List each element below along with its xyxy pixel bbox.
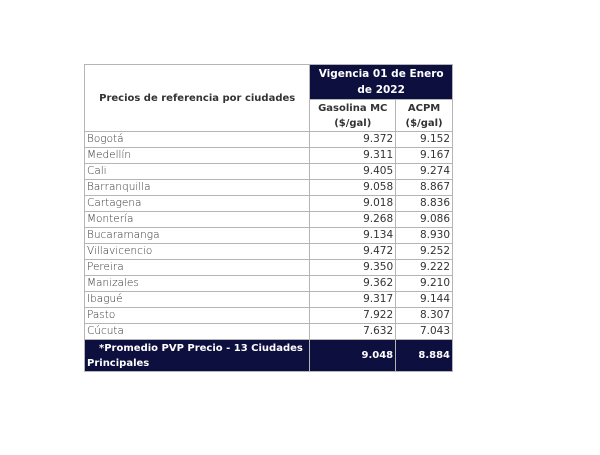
- table-row: [85, 276, 453, 292]
- gasolina-cell: 9.018: [310, 196, 396, 212]
- gasolina-cell: 9.268: [310, 212, 396, 228]
- gasolina-cell: 9.317: [310, 292, 396, 308]
- acpm-cell: 9.144: [396, 292, 453, 308]
- gasolina-cell: 9.405: [310, 164, 396, 180]
- price-table: [84, 64, 453, 372]
- acpm-cell: 9.167: [396, 148, 453, 164]
- table-row: [85, 292, 453, 308]
- acpm-cell: 9.086: [396, 212, 453, 228]
- gasolina-cell: 9.362: [310, 276, 396, 292]
- gasolina-cell: 9.134: [310, 228, 396, 244]
- gasolina-cell: 9.472: [310, 244, 396, 260]
- acpm-cell: 8.867: [396, 180, 453, 196]
- city-cell: Cúcuta: [85, 324, 310, 340]
- column-header-gasolina: Gasolina MC ($/gal): [310, 100, 396, 132]
- gasolina-cell: 9.350: [310, 260, 396, 276]
- gasolina-cell: 7.922: [310, 308, 396, 324]
- table-row: [85, 196, 453, 212]
- city-cell: Cali: [85, 164, 310, 180]
- acpm-cell: 9.274: [396, 164, 453, 180]
- city-cell: Barranquilla: [85, 180, 310, 196]
- column-header-acpm: ACPM ($/gal): [396, 100, 453, 132]
- table-row: [85, 308, 453, 324]
- city-cell: Bogotá: [85, 132, 310, 148]
- city-cell: Cartagena: [85, 196, 310, 212]
- acpm-cell: 8.836: [396, 196, 453, 212]
- gasolina-cell: 9.311: [310, 148, 396, 164]
- acpm-cell: 7.043: [396, 324, 453, 340]
- city-cell: Bucaramanga: [85, 228, 310, 244]
- city-cell: Ibagué: [85, 292, 310, 308]
- table-row: [85, 132, 453, 148]
- acpm-cell: 9.252: [396, 244, 453, 260]
- average-acpm: 8.884: [396, 340, 453, 372]
- gasolina-cell: 9.058: [310, 180, 396, 196]
- city-cell: Manizales: [85, 276, 310, 292]
- average-row: [85, 340, 453, 372]
- table-row: [85, 212, 453, 228]
- gasolina-cell: 7.632: [310, 324, 396, 340]
- table-row: [85, 180, 453, 196]
- acpm-cell: 8.307: [396, 308, 453, 324]
- table-row: [85, 244, 453, 260]
- city-cell: Medellín: [85, 148, 310, 164]
- city-cell: Montería: [85, 212, 310, 228]
- average-gasolina: 9.048: [310, 340, 396, 372]
- acpm-cell: 8.930: [396, 228, 453, 244]
- acpm-cell: 9.222: [396, 260, 453, 276]
- table-row: [85, 324, 453, 340]
- city-cell: Pasto: [85, 308, 310, 324]
- acpm-cell: 9.210: [396, 276, 453, 292]
- table-row: [85, 228, 453, 244]
- table-row: [85, 260, 453, 276]
- average-label: *Promedio PVP Precio - 13 Ciudades Principales: [85, 340, 310, 372]
- period-header: Vigencia 01 de Enero de 2022: [310, 65, 453, 100]
- acpm-cell: 9.152: [396, 132, 453, 148]
- gasolina-cell: 9.372: [310, 132, 396, 148]
- table-title: Precios de referencia por ciudades: [85, 65, 310, 132]
- city-cell: Villavicencio: [85, 244, 310, 260]
- city-cell: Pereira: [85, 260, 310, 276]
- table-row: [85, 148, 453, 164]
- table-row: [85, 164, 453, 180]
